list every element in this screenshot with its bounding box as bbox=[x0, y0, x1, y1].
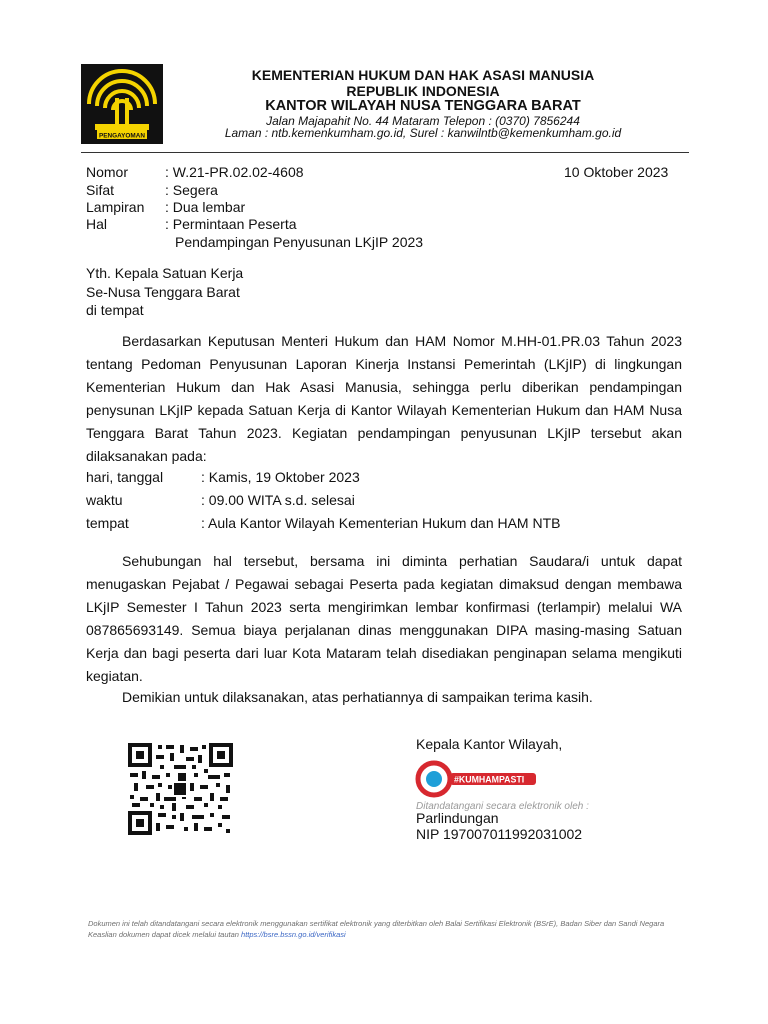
meta-value-sifat: : Segera bbox=[165, 182, 218, 198]
letterhead-ministry: KEMENTERIAN HUKUM DAN HAK ASASI MANUSIA bbox=[251, 67, 595, 83]
schedule-label-place: tempat bbox=[86, 515, 129, 531]
meta-label-hal: Hal bbox=[86, 216, 108, 232]
meta-value-lampiran: : Dua lembar bbox=[165, 199, 246, 215]
footer-certificate-note: Dokumen ini telah ditandatangani secara elektronik menggunakan sertifikat elektronik yang diterbitkan oleh Balai Sertifikasi Elektronik (BSrE), Badan Siber dan Sandi Negara bbox=[88, 919, 665, 928]
verification-link[interactable]: https://bsre.bssn.go.id/verifikasi bbox=[241, 930, 346, 939]
signer-name: Parlindungan bbox=[416, 810, 499, 826]
meta-value-hal-continued: Pendampingan Penyusunan LKjIP 2023 bbox=[175, 234, 424, 250]
letterhead-country: REPUBLIK INDONESIA bbox=[346, 83, 500, 99]
recipient-line-1: Yth. Kepala Satuan Kerja bbox=[86, 265, 244, 281]
schedule-value-time: : 09.00 WITA s.d. selesai bbox=[201, 492, 355, 508]
recipient-line-2: Se-Nusa Tenggara Barat bbox=[86, 284, 240, 300]
footer-verification bbox=[88, 930, 688, 939]
schedule-label-date: hari, tanggal bbox=[86, 469, 164, 485]
body-paragraph-1: Berdasarkan Keputusan Menteri Hukum dan HAM Nomor M.HH-01.PR.03 Tahun 2023 tentang Pedoman Penyusunan Laporan Kinerja Instansi Pemerintah (LKjIP) di lingkungan Kementerian Hukum dan Hak Asasi Manusia, sehingga perlu diberikan pendampingan penysunan LKjIP kepada Satuan Kerja di Kantor Wilayah Kementerian Hukum dan HAM Nusa Tenggara Barat Tahun 2023. Kegiatan pendampingan penyusunan LKjIP tersebut akan dilaksanakan pada: bbox=[86, 333, 682, 464]
schedule-label-time: waktu bbox=[86, 492, 123, 508]
ministry-logo bbox=[81, 64, 163, 144]
qr-code bbox=[128, 743, 233, 835]
signature-title: Kepala Kantor Wilayah, bbox=[416, 736, 563, 752]
letterhead-office: KANTOR WILAYAH NUSA TENGGARA BARAT bbox=[265, 98, 581, 114]
kumham-pasti-logo bbox=[414, 760, 538, 800]
letterhead-rule bbox=[81, 152, 689, 153]
closing-paragraph: Demikian untuk dilaksanakan, atas perhatiannya di sampaikan terima kasih. bbox=[122, 689, 593, 705]
meta-label-nomor: Nomor bbox=[86, 164, 129, 180]
footer-verification-text: Keaslian dokumen dapat dicek melalui tautan bbox=[88, 930, 239, 939]
meta-label-lampiran: Lampiran bbox=[86, 199, 145, 215]
schedule-value-date: : Kamis, 19 Oktober 2023 bbox=[201, 469, 360, 485]
meta-value-hal: : Permintaan Peserta bbox=[165, 216, 297, 232]
e-sign-note: Ditandatangani secara elektronik oleh : bbox=[416, 801, 589, 812]
schedule-value-place: : Aula Kantor Wilayah Kementerian Hukum dan HAM NTB bbox=[201, 515, 561, 531]
letter-date: 10 Oktober 2023 bbox=[564, 164, 669, 180]
letterhead-address: Jalan Majapahit No. 44 Mataram Telepon : (0370) 7856244 bbox=[266, 114, 580, 128]
meta-label-sifat: Sifat bbox=[86, 182, 115, 198]
letterhead-contact: Laman : ntb.kemenkumham.go.id, Surel : kanwilntb@kemenkumham.go.id bbox=[224, 126, 622, 140]
recipient-line-3: di tempat bbox=[86, 302, 144, 318]
kumham-pasti-label: #KUMHAMPASTI bbox=[454, 774, 525, 785]
signer-nip: NIP 197007011992031002 bbox=[416, 826, 583, 842]
meta-value-nomor: : W.21-PR.02.02-4608 bbox=[165, 164, 304, 180]
logo-caption: PENGAYOMAN bbox=[99, 132, 145, 140]
body-paragraph-2: Sehubungan hal tersebut, bersama ini diminta perhatian Saudara/i untuk dapat menugaskan Pejabat / Pegawai sebagai Peserta pada kegiatan dimaksud dengan membawa LKjIP Semester I Tahun 2023 serta mengirimkan lembar konfirmasi (terlampir) melalui WA 087865693149. Semua biaya perjalanan dinas menggunakan DIPA masing-masing Satuan Kerja dan bagi peserta dari luar Kota Mataram telah disediakan penginapan selama mengikuti kegiatan. bbox=[86, 553, 682, 684]
